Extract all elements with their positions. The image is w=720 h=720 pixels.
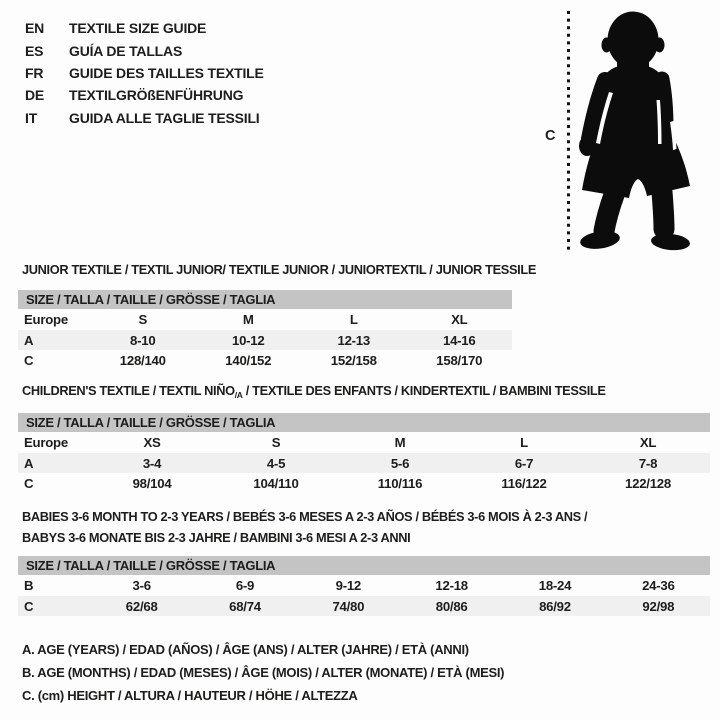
language-guide-title: GUIDA ALLE TAGLIE TESSILI — [69, 109, 260, 126]
row-label: B — [24, 577, 34, 593]
size-cell: L — [349, 311, 358, 327]
language-title-row — [25, 39, 264, 61]
babies-size-table — [18, 556, 710, 616]
size-bar: SIZE / TALLA / TAILLE / GRÖSSE / TAGLIA — [18, 413, 710, 432]
table-row-c — [18, 596, 710, 617]
language-code: ES — [25, 42, 44, 59]
footnote-line: B. AGE (MONTHS) / EDAD (MESES) / ÂGE (MOIS) / ALTER (MONATE) / ETÀ (MESI) — [22, 664, 505, 680]
size-cell: 4-5 — [266, 455, 286, 471]
size-cell: 140/152 — [225, 353, 272, 369]
row-label: A — [24, 332, 34, 348]
language-guide-title: GUIDE DES TAILLES TEXTILE — [69, 64, 264, 81]
size-cell: 12-13 — [337, 332, 370, 348]
language-title-list — [25, 17, 264, 129]
size-cell: XL — [451, 311, 468, 327]
size-cell: 5-6 — [390, 455, 410, 471]
heading-line-2: BABYS 3-6 MONATE BIS 2-3 JAHRE / BAMBINI 3-6 MESI A 2-3 ANNI — [22, 529, 411, 545]
size-cell: S — [138, 311, 148, 327]
size-cell: 158/170 — [436, 353, 483, 369]
child-silhouette-figure — [558, 0, 718, 258]
section-heading-children — [22, 383, 606, 400]
row-label: A — [24, 455, 34, 471]
size-bar: SIZE / TALLA / TAILLE / GRÖSSE / TAGLIA — [18, 556, 710, 575]
table-row-c — [18, 473, 710, 494]
height-measure-label: C — [545, 128, 556, 144]
size-cell: M — [394, 434, 406, 450]
row-label: Europe — [24, 434, 68, 450]
size-cell: 9-12 — [335, 577, 362, 593]
size-cell: 12-18 — [435, 577, 468, 593]
footnote-legend — [22, 639, 504, 707]
size-cell: 152/158 — [330, 353, 377, 369]
size-cell: 92/98 — [642, 598, 675, 614]
language-title-row — [25, 17, 264, 39]
size-cell: 68/74 — [229, 598, 261, 614]
language-code: IT — [25, 109, 38, 126]
language-code: FR — [25, 64, 44, 81]
size-cell: 3-6 — [132, 577, 151, 593]
size-cell: 8-10 — [130, 332, 156, 348]
size-cell: 98/104 — [132, 476, 172, 492]
language-title-row — [25, 107, 264, 129]
table-row-a — [18, 453, 710, 474]
language-guide-title: TEXTILGRÖßENFÜHRUNG — [69, 87, 244, 104]
size-cell: 62/68 — [125, 598, 158, 614]
size-cell: 116/122 — [501, 476, 547, 492]
heading-text: / TEXTILE DES ENFANTS / KINDERTEXTIL / BAMBINI TESSILE — [242, 383, 606, 398]
row-label: Europe — [24, 311, 68, 327]
size-cell: 110/116 — [377, 476, 423, 492]
table-row-c — [18, 350, 512, 371]
size-bar: SIZE / TALLA / TAILLE / GRÖSSE / TAGLIA — [18, 290, 512, 309]
size-cell: 122/128 — [625, 476, 671, 492]
heading-line-1: BABIES 3-6 MONTH TO 2-3 YEARS / BEBÉS 3-6 MESES A 2-3 AÑOS / BÉBÉS 3-6 MOIS À 2-3 ANS / — [22, 509, 588, 524]
table-row-europe — [18, 309, 512, 330]
size-cell: 10-12 — [232, 332, 265, 348]
size-cell: 74/80 — [332, 598, 365, 614]
language-guide-title: GUÍA DE TALLAS — [69, 42, 183, 59]
size-cell: 24-36 — [642, 577, 675, 593]
size-cell: 7-8 — [638, 455, 658, 471]
children-size-table — [18, 413, 710, 494]
section-heading-babies — [22, 507, 587, 548]
size-cell: 128/140 — [119, 353, 166, 369]
heading-subscript: /A — [234, 390, 243, 400]
size-cell: 104/110 — [253, 476, 299, 492]
size-cell: S — [271, 434, 281, 450]
language-guide-title: TEXTILE SIZE GUIDE — [69, 20, 207, 37]
junior-size-table — [18, 290, 512, 371]
size-cell: L — [520, 434, 528, 450]
table-row-europe — [18, 432, 710, 453]
section-heading-junior: JUNIOR TEXTILE / TEXTIL JUNIOR/ TEXTILE JUNIOR / JUNIORTEXTIL / JUNIOR TESSILE — [22, 262, 537, 277]
heading-text: CHILDREN'S TEXTILE / TEXTIL NIÑO — [22, 383, 235, 398]
row-label: C — [24, 476, 34, 492]
child-silhouette-legs — [604, 192, 664, 231]
size-cell: 86/92 — [539, 598, 571, 614]
size-cell: 3-4 — [142, 455, 162, 471]
footnote-line: A. AGE (YEARS) / EDAD (AÑOS) / ÂGE (ANS) / ALTER (JAHRE) / ETÀ (ANNI) — [22, 642, 469, 657]
size-cell: 18-24 — [538, 577, 572, 593]
table-row-b — [18, 575, 710, 596]
row-label: C — [24, 353, 34, 369]
size-cell: 80/86 — [435, 598, 468, 614]
table-row-a — [18, 330, 512, 351]
language-title-row — [25, 62, 264, 84]
row-label: C — [24, 598, 34, 614]
size-cell: M — [242, 311, 254, 327]
footnote-line: C. (cm) HEIGHT / ALTURA / HAUTEUR / HÖHE / ALTEZZA — [22, 687, 358, 703]
language-code: DE — [25, 87, 45, 104]
size-cell: XL — [639, 434, 657, 450]
language-code: EN — [25, 20, 45, 37]
language-title-row — [25, 84, 264, 106]
size-cell: 6-7 — [514, 455, 534, 471]
size-cell: 6-9 — [235, 577, 255, 593]
size-cell: 14-16 — [443, 332, 476, 348]
size-cell: XS — [143, 434, 161, 450]
